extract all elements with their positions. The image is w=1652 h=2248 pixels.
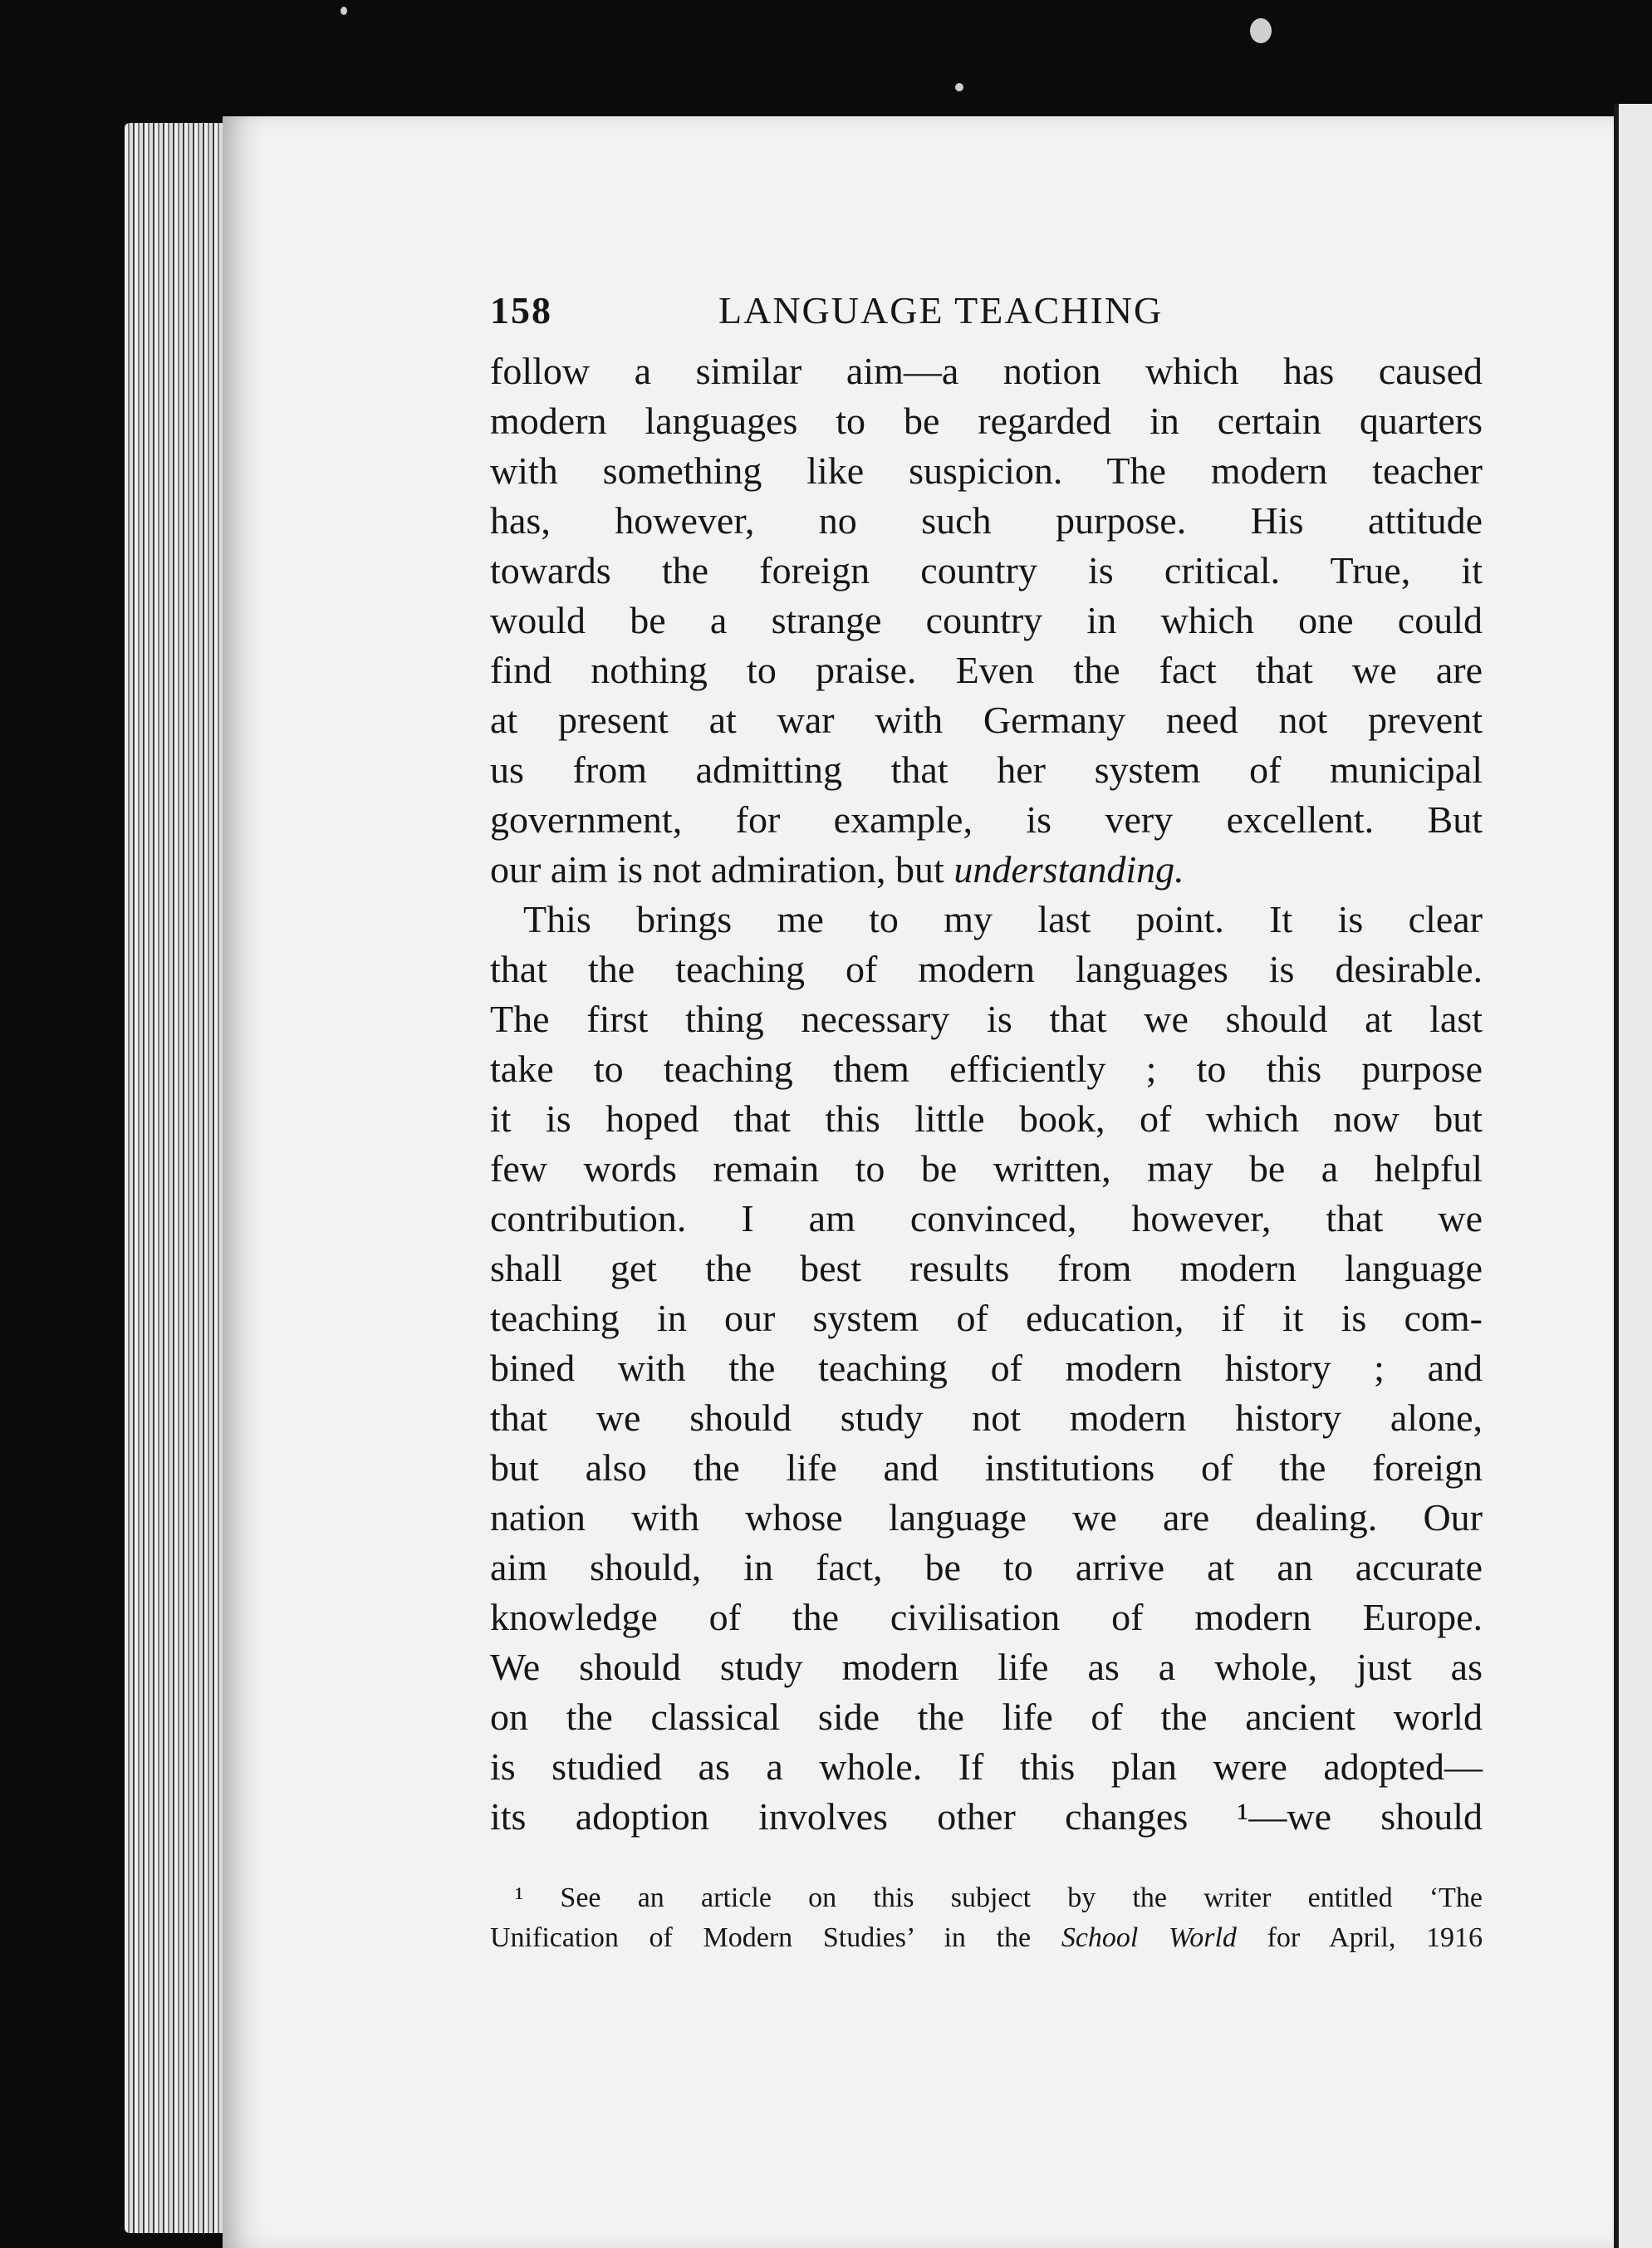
text-line: but also the life and institutions of the foreign [490, 1446, 1483, 1489]
text-line: knowledge of the civilisation of modern Europe. [490, 1596, 1483, 1638]
text-line: it is hoped that this little book, of which now but [490, 1097, 1483, 1140]
footnote-line [490, 1918, 1483, 1958]
text-line: contribution. I am convinced, however, that we [490, 1197, 1483, 1239]
text-line: The first thing necessary is that we should at last [490, 998, 1483, 1040]
text-line: We should study modern life as a whole, just as [490, 1646, 1483, 1688]
text-run: for April, 1916 [1236, 1922, 1483, 1953]
paragraph-2 [490, 895, 1483, 1842]
text-line: aim should, in fact, be to arrive at an accurate [490, 1546, 1483, 1588]
text-run: Unification of Modern Studies’ in the [490, 1922, 1061, 1953]
dust-speck [955, 83, 963, 91]
text-line: towards the foreign country is critical. True, it [490, 549, 1483, 591]
text-line: at present at war with Germany need not prevent [490, 699, 1483, 741]
text-line: is studied as a whole. If this plan were adopted— [490, 1745, 1483, 1788]
text-line: its adoption involves other changes ¹—we should [490, 1795, 1483, 1838]
facing-page-edge [1614, 104, 1652, 2248]
text-line: bined with the teaching of modern history ; and [490, 1347, 1483, 1389]
text-line [490, 845, 1483, 895]
page-number: 158 [490, 289, 552, 331]
footnote [490, 1878, 1483, 1958]
text-line: shall get the best results from modern language [490, 1247, 1483, 1289]
running-head: LANGUAGE TEACHING [718, 289, 1164, 331]
text-line: that the teaching of modern languages is desirable. [490, 948, 1483, 990]
footnote-line: ¹ See an article on this subject by the writer entitled ‘The [515, 1882, 1483, 1913]
text-line: government, for example, is very excellent. But [490, 798, 1483, 841]
dust-speck [341, 7, 347, 15]
text-line: on the classical side the life of the ancient world [490, 1696, 1483, 1738]
periodical-title: School World [1061, 1922, 1237, 1953]
text-line: take to teaching them efficiently ; to this purpose [490, 1048, 1483, 1090]
paragraph-1 [490, 346, 1483, 895]
text-line: nation with whose language we are dealing. Our [490, 1496, 1483, 1539]
emphasized-word: understanding. [953, 848, 1184, 891]
text-line: with something like suspicion. The modern teacher [490, 449, 1483, 492]
page-header [490, 278, 1483, 345]
text-line: follow a similar aim—a notion which has caused [490, 350, 1483, 392]
text-line: has, however, no such purpose. His attitude [490, 499, 1483, 542]
text-line: few words remain to be written, may be a helpful [490, 1147, 1483, 1190]
text-line: teaching in our system of education, if it is com- [490, 1297, 1483, 1339]
text-line: find nothing to praise. Even the fact that we are [490, 649, 1483, 691]
text-line: us from admitting that her system of municipal [490, 749, 1483, 791]
text-line: This brings me to my last point. It is clear [523, 898, 1483, 940]
dust-speck [1250, 18, 1272, 43]
text-line: modern languages to be regarded in certain quarters [490, 400, 1483, 442]
page-text [490, 278, 1483, 1958]
text-line: that we should study not modern history alone, [490, 1396, 1483, 1439]
text-run: our aim is not admiration, but [490, 848, 954, 891]
text-line: would be a strange country in which one could [490, 599, 1483, 641]
